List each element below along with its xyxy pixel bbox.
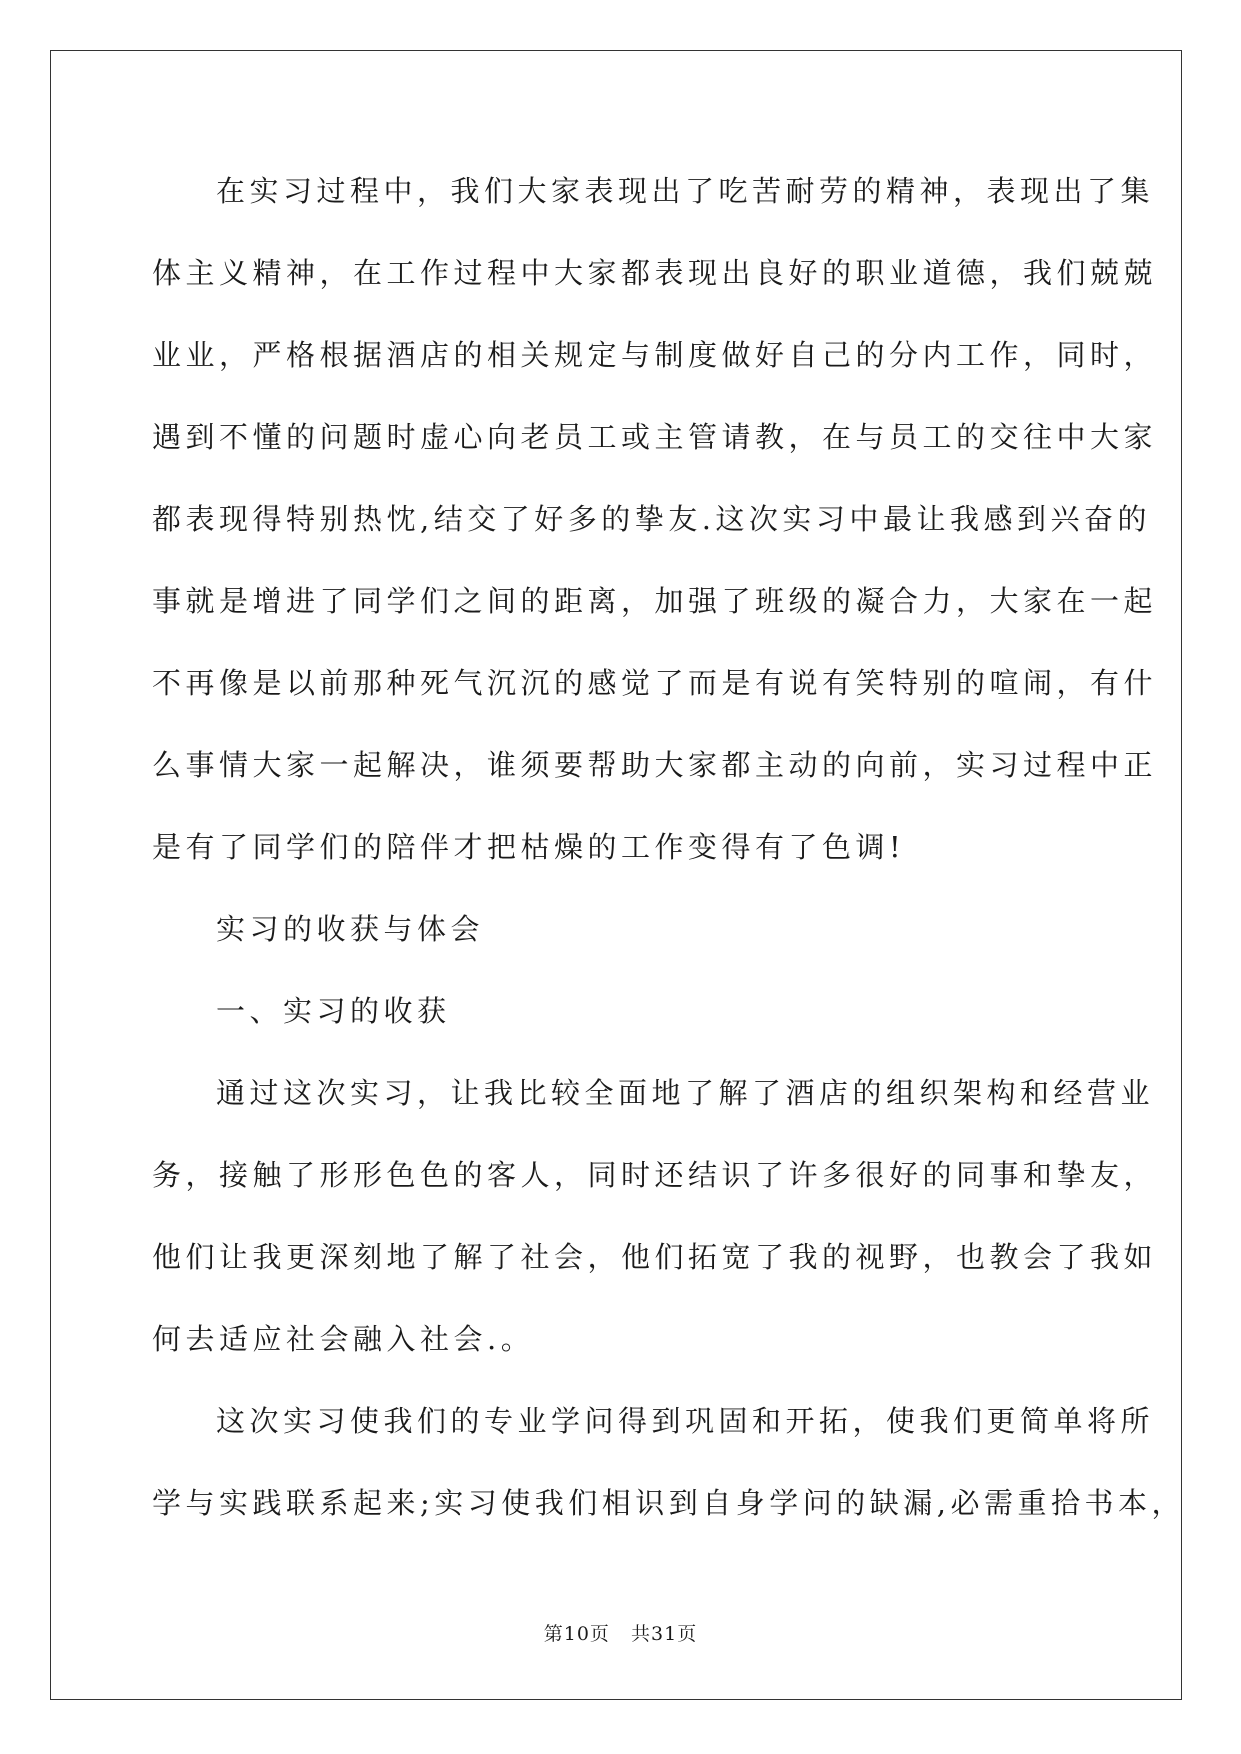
paragraph-line: 不再像是以前那种死气沉沉的感觉了而是有说有笑特别的喧闹，有什 <box>152 666 1158 700</box>
paragraph-line: 都表现得特别热忱,结交了好多的挚友.这次实习中最让我感到兴奋的 <box>152 502 1151 536</box>
section-heading: 实习的收获与体会 <box>216 912 485 946</box>
paragraph-line: 是有了同学们的陪伴才把枯燥的工作变得有了色调! <box>152 830 906 864</box>
paragraph-line: 这次实习使我们的专业学问得到巩固和开拓，使我们更简单将所 <box>216 1404 1155 1438</box>
document-body <box>152 162 1185 1556</box>
paragraph-line: 遇到不懂的问题时虚心向老员工或主管请教，在与员工的交往中大家 <box>152 420 1158 454</box>
paragraph-line: 体主义精神，在工作过程中大家都表现出良好的职业道德，我们兢兢 <box>152 256 1158 290</box>
paragraph-line: 务，接触了形形色色的客人，同时还结识了许多很好的同事和挚友， <box>152 1158 1158 1192</box>
paragraph-line: 么事情大家一起解决，谁须要帮助大家都主动的向前，实习过程中正 <box>152 748 1158 782</box>
paragraph-line: 何去适应社会融入社会.。 <box>152 1322 535 1356</box>
paragraph-line: 事就是增进了同学们之间的距离，加强了班级的凝合力，大家在一起 <box>152 584 1158 618</box>
paragraph-line: 业业，严格根据酒店的相关规定与制度做好自己的分内工作，同时， <box>152 338 1158 372</box>
paragraph-line: 他们让我更深刻地了解了社会，他们拓宽了我的视野，也教会了我如 <box>152 1240 1158 1274</box>
paragraph-line: 学与实践联系起来;实习使我们相识到自身学问的缺漏,必需重拾书本， <box>152 1486 1185 1520</box>
paragraph-line: 在实习过程中，我们大家表现出了吃苦耐劳的精神，表现出了集 <box>216 174 1155 208</box>
subsection-heading: 一、实习的收获 <box>216 994 451 1028</box>
page-number-footer: 第10页 共31页 <box>543 1623 698 1645</box>
paragraph-line: 通过这次实习，让我比较全面地了解了酒店的组织架构和经营业 <box>216 1076 1155 1110</box>
